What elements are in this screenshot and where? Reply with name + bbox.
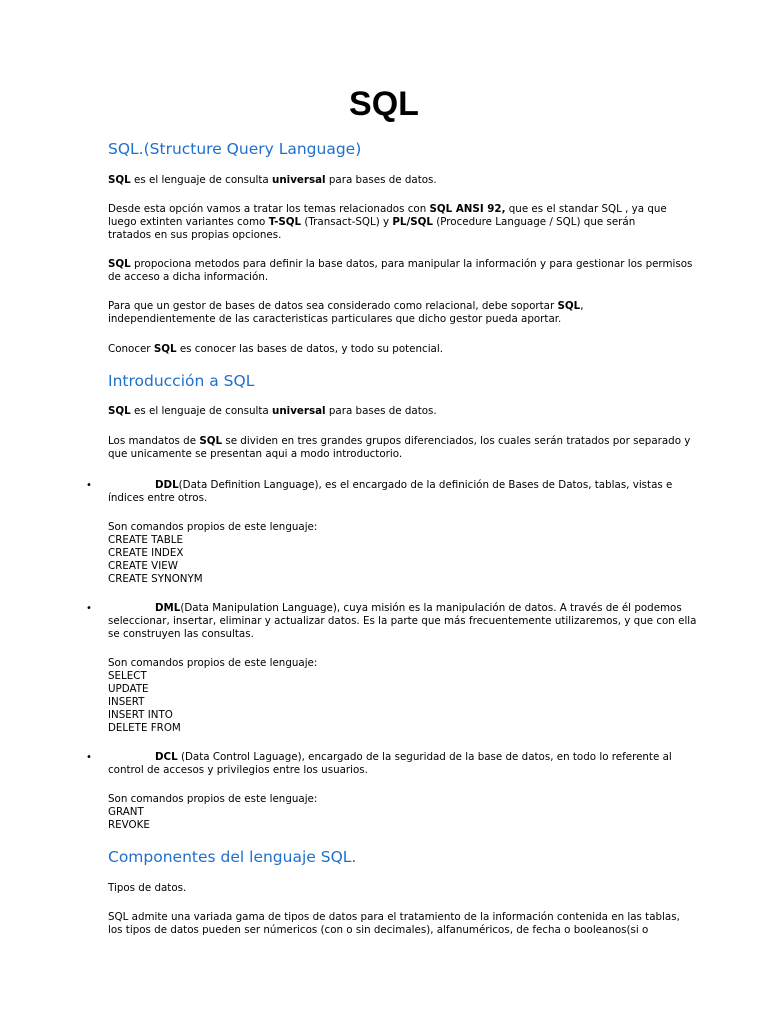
page-title: SQL [349, 85, 419, 123]
text: Son comandos propios de este lenguaje: [108, 521, 318, 533]
command-item: UPDATE [108, 683, 149, 695]
paragraph-know-sql [108, 343, 668, 356]
text: (Data Control Laguage), encargado de la seguridad de la base de datos, en todo lo referente al [177, 751, 672, 763]
command-item: CREATE INDEX [108, 547, 184, 559]
bold-text: SQL [108, 174, 131, 186]
bullet-marker: • [86, 752, 92, 763]
bold-text: PL/SQL [392, 216, 433, 228]
command-item: CREATE SYNONYM [108, 573, 203, 585]
bold-text: DML [155, 602, 181, 614]
command-item: REVOKE [108, 819, 150, 831]
text: independientemente de las caracteristicas particulares que dicho gestor pueda aportar. [108, 313, 562, 325]
paragraph-relational [108, 300, 668, 326]
bold-text: T-SQL [268, 216, 302, 228]
bold-text: universal [272, 174, 326, 186]
text: , [580, 300, 584, 312]
text: para bases de datos. [325, 174, 437, 186]
text: Conocer [108, 343, 154, 355]
list-item-ddl [108, 479, 673, 505]
text: Los mandatos de [108, 435, 200, 447]
text: se dividen en tres grandes grupos diferenciados, los cuales serán tratados por separado y [222, 435, 691, 447]
command-item: CREATE VIEW [108, 560, 178, 572]
bold-text: SQL ANSI 92, [429, 203, 506, 215]
bold-text: SQL [199, 435, 223, 447]
dml-commands [108, 657, 668, 735]
text: control de accesos y privilegios entre los usuarios. [108, 764, 368, 776]
bold-text: universal [272, 405, 326, 417]
command-item: INSERT [108, 696, 145, 708]
command-item: CREATE TABLE [108, 534, 184, 546]
paragraph-ansi-92 [108, 203, 668, 242]
text: luego extinten variantes como [108, 216, 269, 228]
paragraph-sql-provides [108, 258, 693, 284]
command-item: GRANT [108, 806, 144, 818]
paragraph-sql-types [108, 911, 680, 937]
text: propociona metodos para definir la base datos, para manipular la información y para gestionar los permisos [130, 258, 693, 270]
command-item: SELECT [108, 670, 147, 682]
text: que unicamente se presentan aqui a modo introductorio. [108, 448, 403, 460]
bold-text: DCL [155, 751, 178, 763]
text: es conocer las bases de datos, y todo su potencial. [176, 343, 444, 355]
bullet-marker: • [86, 480, 92, 491]
heading-components: Componentes del lenguaje SQL. [108, 848, 357, 866]
text: de acceso a dicha información. [108, 271, 269, 283]
list-item-dml [108, 602, 697, 641]
command-item: INSERT INTO [108, 709, 173, 721]
bold-text: SQL [153, 343, 177, 355]
paragraph-data-types: Tipos de datos. [108, 882, 187, 894]
text: (Data Manipulation Language), cuya misión es la manipulación de datos. A través de él podemos [180, 602, 682, 614]
list-item-dcl [108, 751, 672, 777]
heading-introduction: Introducción a SQL [108, 372, 255, 390]
paragraph-sql-universal-2 [108, 405, 668, 418]
text: Son comandos propios de este lenguaje: [108, 657, 318, 669]
heading-structure-query-language: SQL.(Structure Query Language) [108, 140, 362, 158]
bold-text: DDL [155, 479, 179, 491]
bold-text: SQL [557, 300, 581, 312]
text: es el lenguaje de consulta [130, 174, 273, 186]
text: seleccionar, insertar, eliminar y actualizar datos. Es la parte que más frecuentemente utilizaremos, y que con ella [108, 615, 697, 627]
text: SQL admite una variada gama de tipos de datos para el tratamiento de la información contenida en las tablas, [108, 911, 680, 923]
text: los tipos de datos pueden ser númericos (con o sin decimales), alfanuméricos, de fecha o booleanos(si o [108, 924, 649, 936]
ddl-commands [108, 521, 668, 586]
dcl-commands [108, 793, 668, 832]
text: índices entre otros. [108, 492, 208, 504]
text: tratados en sus propias opciones. [108, 229, 282, 241]
text: Para que un gestor de bases de datos sea considerado como relacional, debe soportar [108, 300, 558, 312]
text: es el lenguaje de consulta [130, 405, 273, 417]
bullet-marker: • [86, 603, 92, 614]
text: se construyen las consultas. [108, 628, 254, 640]
text: que es el standar SQL , ya que [505, 203, 667, 215]
paragraph-sql-universal [108, 174, 668, 187]
text: Son comandos propios de este lenguaje: [108, 793, 318, 805]
bold-text: SQL [108, 258, 131, 270]
text: (Data Definition Language), es el encargado de la definición de Bases de Datos, tablas, vistas e [178, 479, 673, 491]
text: Desde esta opción vamos a tratar los temas relacionados con [108, 203, 430, 215]
command-item: DELETE FROM [108, 722, 181, 734]
text: (Transact-SQL) y [301, 216, 393, 228]
text: (Procedure Language / SQL) que serán [432, 216, 636, 228]
bold-text: SQL [108, 405, 131, 417]
text: para bases de datos. [325, 405, 437, 417]
paragraph-mandates [108, 435, 691, 461]
